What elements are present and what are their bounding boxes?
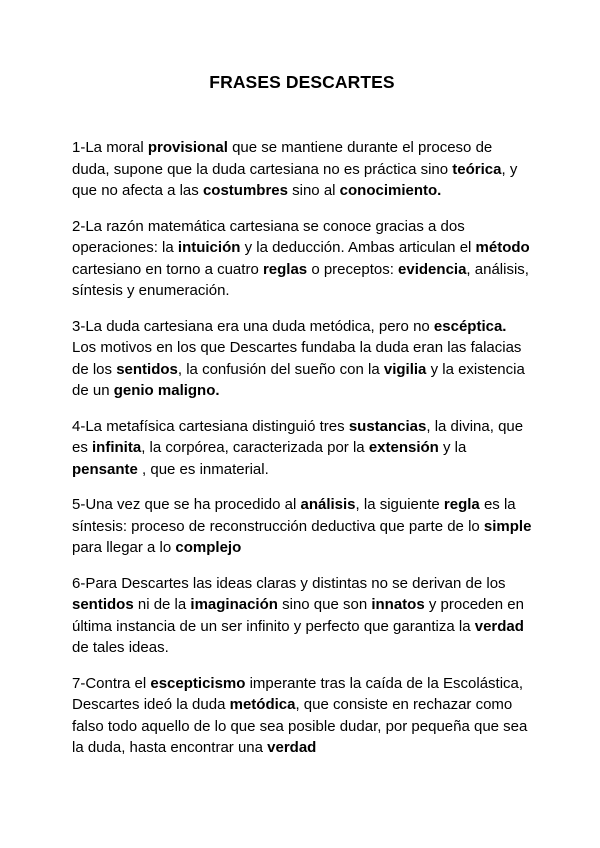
text-run: para llegar a lo xyxy=(72,539,176,556)
bold-term: infinita xyxy=(92,439,142,456)
bold-term: metódica xyxy=(229,696,296,713)
text-run: cartesiano en torno a cuatro xyxy=(72,260,263,278)
text-run: , que consiste en rechazar como falso todo aquello de lo que sea posible dudar, por pequeña que sea la duda, hasta encontrar una xyxy=(72,696,528,756)
text-run: 7-Contra el xyxy=(72,674,151,692)
text-run: y la deducción. Ambas articulan el xyxy=(240,239,476,256)
paragraph-7 xyxy=(72,673,532,759)
text-run: , la confusión del sueño con la xyxy=(177,360,384,378)
bold-term: pensante xyxy=(72,460,138,478)
bold-term: escéptica. xyxy=(433,317,507,335)
text-run: 6-Para Descartes las ideas claras y distintas no se derivan de los xyxy=(72,574,506,592)
document-body xyxy=(72,137,532,759)
text-run: de tales ideas. xyxy=(72,639,169,656)
text-run: y proceden en última instancia de un ser infinito y perfecto que garantiza la xyxy=(72,596,524,635)
text-run: , análisis, síntesis y enumeración. xyxy=(72,260,529,299)
text-run: sino al xyxy=(287,182,340,199)
paragraph-4 xyxy=(72,416,532,481)
bold-term: costumbres xyxy=(202,182,288,199)
bold-term: sentidos xyxy=(72,596,134,613)
bold-term: complejo xyxy=(175,539,242,556)
paragraph-3 xyxy=(72,316,532,402)
paragraph-2 xyxy=(72,216,532,302)
text-run: imperante tras la caída de la Escolástica, Descartes ideó la duda xyxy=(72,674,524,713)
text-run: o preceptos: xyxy=(307,260,399,278)
bold-term: reglas xyxy=(262,260,308,278)
text-run: que se mantiene durante el proceso de duda, supone que la duda cartesiana no es práctica sino xyxy=(72,139,493,178)
bold-term: sentidos xyxy=(116,360,178,378)
text-run: , y que no afecta a las xyxy=(72,160,518,199)
bold-term: sustancias xyxy=(348,417,427,435)
bold-term: método xyxy=(475,239,530,256)
paragraph-6 xyxy=(72,573,532,659)
text-run: ni de la xyxy=(133,596,191,613)
text-run: 4-La metafísica cartesiana distinguió tres xyxy=(72,417,349,435)
text-run: 3-La duda cartesiana era una duda metódica, pero no xyxy=(72,317,434,335)
bold-term: imaginación xyxy=(190,596,278,613)
text-run: , la divina, que es xyxy=(72,417,524,456)
bold-term: genio maligno. xyxy=(113,382,220,399)
bold-term: regla xyxy=(443,496,480,513)
text-run: es la síntesis: proceso de reconstrucción deductiva que parte de lo xyxy=(72,496,516,535)
bold-term: análisis xyxy=(300,496,356,513)
text-run: 2-La razón matemática cartesiana se conoce gracias a dos operaciones: la xyxy=(72,217,465,256)
text-run: , la corpórea, caracterizada por la xyxy=(141,439,369,456)
text-run: , que es inmaterial. xyxy=(137,460,269,478)
paragraph-5 xyxy=(72,494,532,559)
bold-term: innatos xyxy=(371,596,425,613)
text-run: y la existencia de un xyxy=(72,360,525,399)
text-run: 5-Una vez que se ha procedido al xyxy=(72,496,301,513)
bold-term: evidencia xyxy=(398,260,467,278)
text-run: y la xyxy=(438,439,467,456)
bold-term: simple xyxy=(483,517,532,535)
bold-term: conocimiento. xyxy=(339,182,442,199)
bold-term: verdad xyxy=(267,739,317,756)
bold-term: extensión xyxy=(368,439,439,456)
bold-term: intuición xyxy=(177,239,241,256)
text-run: 1-La moral xyxy=(72,139,148,156)
bold-term: vigilia xyxy=(383,360,427,378)
text-run: Los motivos en los que Descartes fundaba la duda eran las falacias de los xyxy=(72,339,522,378)
paragraph-1 xyxy=(72,137,532,202)
bold-term: escepticismo xyxy=(150,674,246,692)
document-title: FRASES DESCARTES xyxy=(209,72,395,92)
text-run: sino que son xyxy=(277,596,372,613)
bold-term: provisional xyxy=(147,139,228,156)
bold-term: teórica xyxy=(452,160,502,178)
bold-term: verdad xyxy=(474,617,524,635)
text-run: , la siguiente xyxy=(355,496,444,513)
